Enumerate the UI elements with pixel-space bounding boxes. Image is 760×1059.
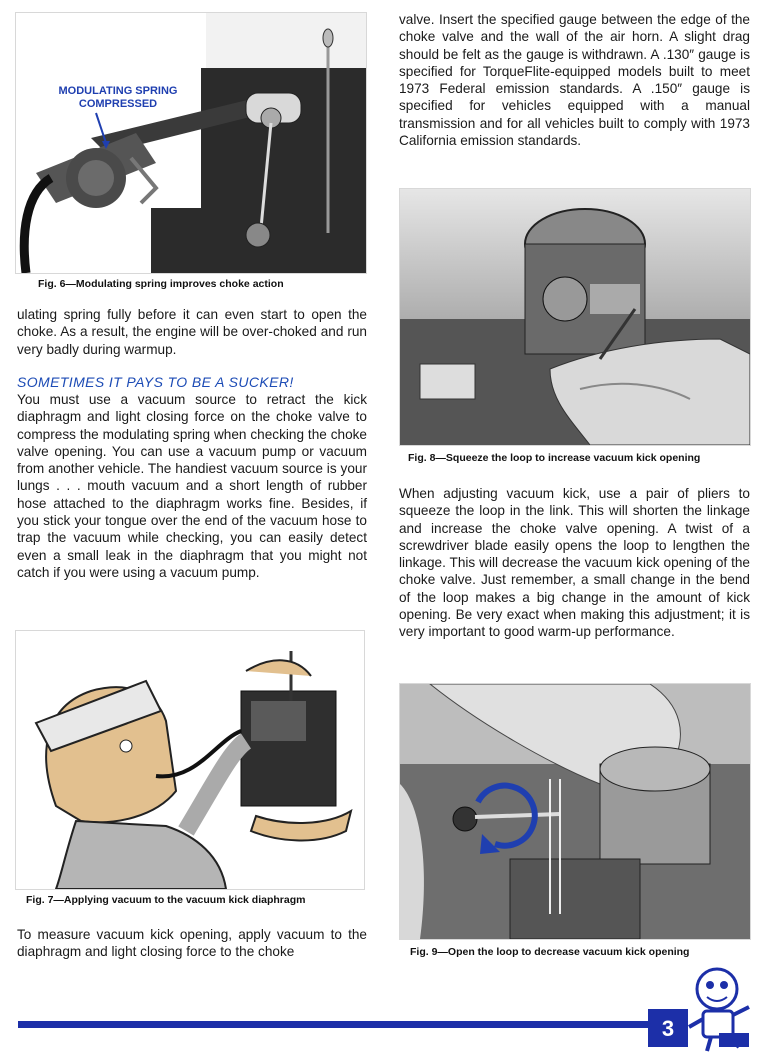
fig9-caption: Fig. 9—Open the loop to decrease vacuum kick opening: [410, 946, 690, 958]
fig7-illustration: [15, 630, 365, 890]
fig8-photo: [399, 188, 751, 446]
section-heading: SOMETIMES IT PAYS TO BE A SUCKER!: [17, 374, 294, 390]
left-paragraph-1: ulating spring fully before it can even start to open the choke. As a result, the engine will be over-choked and run very badly during warmup.: [17, 307, 367, 357]
fig6-caption: Fig. 6—Modulating spring improves choke action: [38, 278, 284, 290]
callout-label: [58, 85, 178, 111]
fig6-illustration: [15, 12, 367, 274]
right-paragraph-2: When adjusting vacuum kick, use a pair of pliers to squeeze the loop in the link. This will shorten the linkage and increase the choke valve opening. A twist of a screwdriver blade easily opens the loop to lengthen the linkage. This will decrease the vacuum kick opening of the choke valve. Just remember, a small change in the bend of the loop makes a big change in the amount of kick opening. Be very exact when making this adjustment; it is very important to good warm-up performance.: [399, 486, 750, 640]
left-paragraph-3: To measure vacuum kick opening, apply vacuum to the diaphragm and light closing force to the choke: [17, 927, 367, 960]
callout-line-2: COMPRESSED: [78, 98, 158, 110]
fig7-caption: Fig. 7—Applying vacuum to the vacuum kick diaphragm: [26, 894, 306, 906]
right-paragraph-1: valve. Insert the specified gauge between the edge of the choke valve and the wall of the air horn. A slight drag should be felt as the gauge is withdrawn. A .130″ gauge is specified for TorqueFlite-equipped models built to meet 1973 Federal emission standards. A .150″ gauge is specified for vehicles equipped with a manual transmission and for all vehicles built to comply with 1973 California emission standards.: [399, 12, 750, 149]
left-paragraph-2: You must use a vacuum source to retract the kick diaphragm and light closing force on the choke valve to compress the modulating spring when checking the choke valve opening. You can use a vacuum pump or vacuum from another vehicle. The handiest vacuum source is your lungs . . . mouth vacuum and a short length of rubber hose attached to the diaphragm works fine. Besides, if you stick your tongue over the end of the vacuum hose to trap the vacuum while checking, you can easily detect even a small leak in the diaphragm that you might not catch if you were using a vacuum pump.: [17, 392, 367, 580]
page-number: 3: [648, 1009, 688, 1047]
fig8-caption: Fig. 8—Squeeze the loop to increase vacuum kick opening: [408, 452, 701, 464]
callout-line-1: MODULATING SPRING: [58, 85, 178, 97]
mascot-logo: [683, 967, 755, 1058]
fig9-photo: [399, 683, 751, 940]
footer-rule: [18, 1021, 648, 1028]
